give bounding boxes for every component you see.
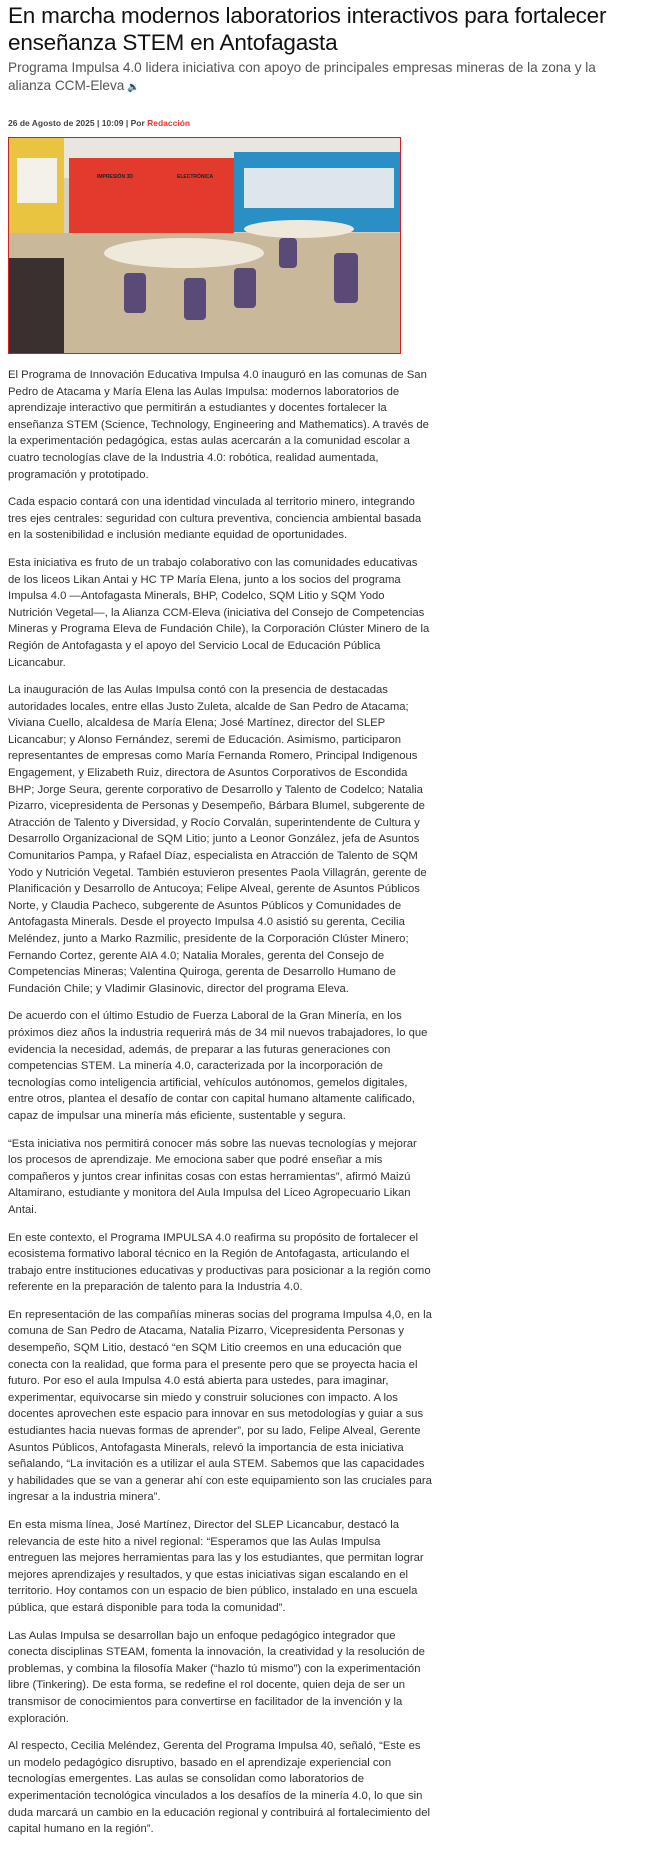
paragraph: “Esta iniciativa nos permitirá conocer más sobre las nuevas tecnologías y mejorar los procesos de aprendizaje. Me emociona saber que podré enseñar a mis compañeros y juntos crear infinitas cosas con estas herramientas”, afirmó Maizú Altamirano, estudiante y monitora del Aula Impulsa del Liceo Agropecuario Likan Antai. xyxy=(8,1137,417,1216)
author-link[interactable]: Redacción xyxy=(147,118,191,128)
sign-3d-printing: IMPRESIÓN 3D xyxy=(97,174,133,180)
article-meta: 26 de Agosto de 2025 | 10:09 | Por Redacción xyxy=(8,118,191,128)
article-title: En marcha modernos laboratorios interactivos para fortalecer enseñanza STEM en Antofagasta xyxy=(8,3,607,55)
paragraph: Esta iniciativa es fruto de un trabajo colaborativo con las comunidades educativas de los liceos Likan Antai y HC TP María Elena, junto a los socios del programa Impulsa 4.0 —Antofagasta Minerals, BHP, Codelco, SQM Litio y SQM Yodo Nutrición Vegetal—, la Alianza CCM-Eleva (iniciativa del Consejo de Competencias Mineras y Programa Eleva de Fundación Chile), la Corporación Clúster Minero de la Región de Antofagasta y el apoyo del Servicio Local de Educación Pública Licancabur. xyxy=(8,556,430,669)
paragraph: Cada espacio contará con una identidad vinculada al territorio minero, integrando tres ejes centrales: seguridad con cultura preventiva, conciencia ambiental basada en la sostenibilidad e inclusión mediante equidad de oportunidades. xyxy=(8,496,422,542)
by-label: Por xyxy=(130,118,145,128)
article-image xyxy=(8,137,401,354)
article-body xyxy=(8,367,432,1838)
sign-electronics: ELECTRÓNICA xyxy=(177,174,214,180)
paragraph: En este contexto, el Programa IMPULSA 4.0 reafirma su propósito de fortalecer el ecosistema formativo laboral técnico en la Región de Antofagasta, articulando el trabajo entre instituciones educativas y productivas para posicionar a la región como referente en la preparación de talento para la Industria 4.0. xyxy=(8,1231,431,1294)
publish-date: 26 de Agosto de 2025 xyxy=(8,118,95,128)
article-subtitle xyxy=(8,59,642,97)
paragraph: El Programa de Innovación Educativa Impulsa 4.0 inauguró en las comunas de San Pedro de Atacama y María Elena las Aulas Impulsa: modernos laboratorios de aprendizaje interactivo que permitirán a estudiantes y docentes fortalecer la enseñanza STEM (Science, Technology, Engineering and Mathematics). A través de la experimentación pedagógica, estas aulas acercarán a la comunidad escolar a cuatro tecnologías clave de la Industria 4.0: robótica, realidad aumentada, programación y prototipado. xyxy=(8,369,429,481)
speaker-ear-icon[interactable]: 🔉 xyxy=(127,82,140,93)
publish-time: 10:09 xyxy=(101,118,124,128)
paragraph: En esta misma línea, José Martínez, Director del SLEP Licancabur, destacó la relevancia de este hito a nivel regional: “Esperamos que las Aulas Impulsa entreguen las mejores herramientas para las y los estudiantes, que permitan lograr mejores aprendizajes y resultados, y que estas iniciativas sigan escalando en el territorio. Hoy contamos con un espacio de bien público, instalado en una escuela pública, que estará disponible para toda la comunidad”. xyxy=(8,1519,424,1614)
paragraph: Las Aulas Impulsa se desarrollan bajo un enfoque pedagógico integrador que conecta disciplinas STEAM, fomenta la innovación, la creatividad y la resolución de problemas, y combina la filosofía Maker (“hazlo tú mismo”) con la experimentación libre (Tinkering). De esta forma, se redefine el rol docente, quien deja de ser un transmisor de conocimientos para convertirse en facilitador de la invención y la exploración. xyxy=(8,1629,425,1725)
article xyxy=(0,2,650,1838)
paragraph: Al respecto, Cecilia Meléndez, Gerenta del Programa Impulsa 40, señaló, “Este es un modelo pedagógico disruptivo, basado en el aprendizaje experiencial con tecnologías emergentes. Las aulas se consolidan como laboratorios de experimentación tecnológica vinculados a los desafíos de la minería 4.0, lo que sin duda marcará un cambio en la educación regional y contribuirá al fortalecimiento del capital humano en la región”. xyxy=(8,1740,430,1836)
paragraph: La inauguración de las Aulas Impulsa contó con la presencia de destacadas autoridades locales, entre ellas Justo Zuleta, alcalde de San Pedro de Atacama; Viviana Cuello, alcaldesa de María Elena; José Martínez, director del SLEP Licancabur; y Alonso Fernández, seremi de Educación. Asimismo, participaron representantes de empresas como María Fernanda Romero, Principal Indigenous Engagement, y Elizabeth Ruiz, directora de Asuntos Corporativos de Escondida BHP; Jorge Seura, gerente corporativo de Desarrollo y Talento de Codelco; Natalia Pizarro, vicepresidenta de Personas y Desempeño, Bárbara Blumel, subgerente de Atracción de Talento y Diversidad, y Rocío Corvalán, superintendente de Cultura y Desarrollo Organizacional de SQM Litio; junto a Leonor González, jefa de Asuntos Comunitarios Pampa, y Rafael Díaz, especialista en Atracción de Talento de SQM Yodo y Nutrición Vegetal. También estuvieron presentes Paola Villagrán, gerente de Planificación y Desarrollo de Antucoya; Felipe Alveal, gerente de Asuntos Públicos Norte, y Claudia Pacheco, subgerente de Asuntos Públicos y Comunidades de Antofagasta Minerals. Desde el proyecto Impulsa 4.0 asistió su gerenta, Cecilia Meléndez, junto a Marko Razmilic, presidente de la Corporación Clúster Minero; Fernando Cortez, gerente AIA 4.0; Natalia Morales, gerenta del Consejo de Competencias Mineras; Valentina Quiroga, gerenta de Desarrollo Humano de Fundación Chile; y Vladimir Glasinovic, director del programa Eleva. xyxy=(8,684,427,995)
paragraph: De acuerdo con el último Estudio de Fuerza Laboral de la Gran Minería, en los próximos diez años la industria requerirá más de 34 mil nuevos trabajadores, lo que evidencia la necesidad, además, de preparar a las futuras generaciones con competencias STEM. La minería 4.0, caracterizada por la incorporación de tecnologías como inteligencia artificial, vehículos autónomos, gemelos digitales, entre otros, plantea el desafío de contar con capital humano altamente calificado, capaz de impulsar una minería más eficiente, sustentable y segura. xyxy=(8,1010,428,1122)
subtitle-text: Programa Impulsa 4.0 lidera iniciativa con apoyo de principales empresas mineras de la zona y la alianza CCM-Eleva xyxy=(8,60,596,93)
paragraph: En representación de las compañías mineras socias del programa Impulsa 4,0, en la comuna de San Pedro de Atacama, Natalia Pizarro, Vicepresidenta Personas y desempeño, SQM Litio, destacó “en SQM Litio creemos en una educación que conecta con la realidad, que forma para el presente pero que se proyecta hacia el futuro. Por eso el aula Impulsa 4.0 está abierta para ustedes, para imaginar, experimentar, equivocarse sin miedo y construir soluciones con impacto. A los docentes aprovechen este espacio para innovar en sus metodologías y guiar a sus estudiantes hacia nuevas formas de aprender”, por su lado, Felipe Alveal, Gerente Asuntos Públicos, Antofagasta Minerals, relevó la importancia de esta iniciativa señalando, “La invitación es a utilizar el aula STEM. Sabemos que las capacidades y habilidades que se van a generar ahí con este equipamiento son las cruciales para ingresar a la industria minera”. xyxy=(8,1308,432,1504)
